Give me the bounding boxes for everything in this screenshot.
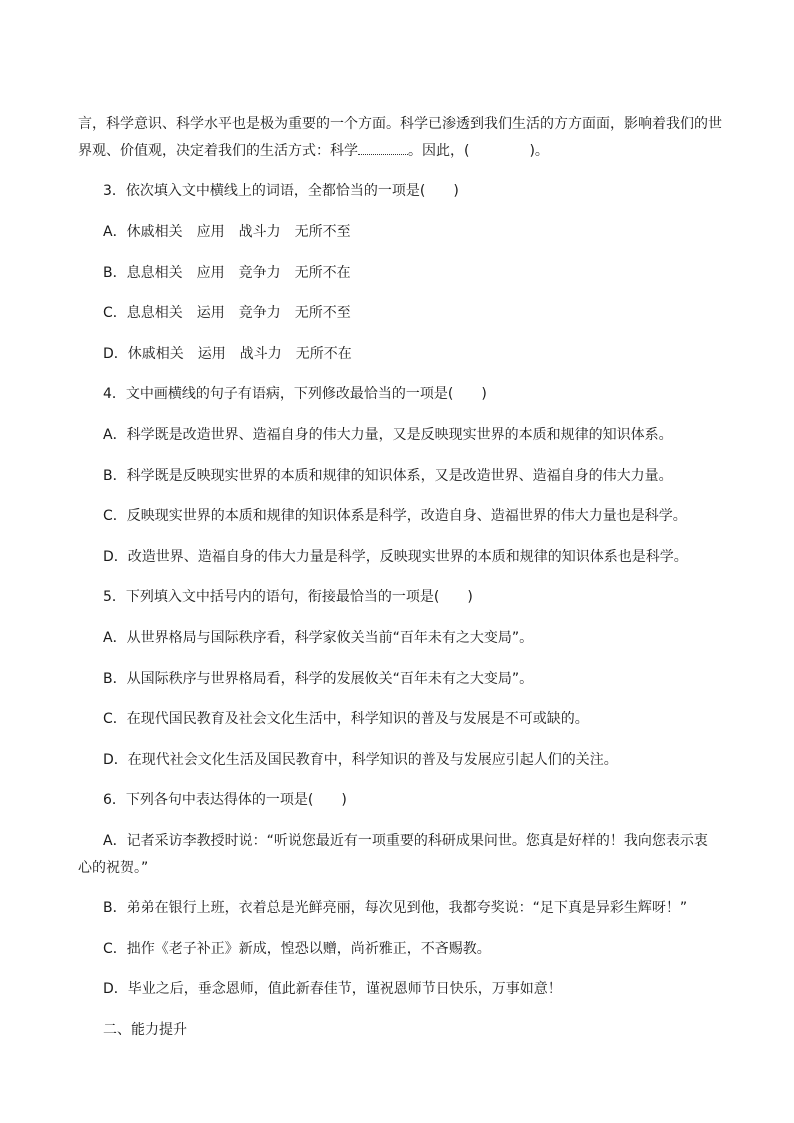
question-3-option-b: B．息息相关 应用 竞争力 无所不在 xyxy=(103,265,351,281)
passage-line-2-end: )。 xyxy=(529,143,549,159)
passage-line-2 xyxy=(78,141,549,161)
question-6-option-c: C．拙作《老子补正》新成，惶恐以赠，尚祈雅正，不吝赐教。 xyxy=(103,941,491,957)
question-5-option-c: C．在现代国民教育及社会文化生活中，科学知识的普及与发展是不可或缺的。 xyxy=(103,711,589,727)
question-4-stem: 4．文中画横线的句子有语病，下列修改最恰当的一项是( ) xyxy=(103,386,487,402)
question-3-option-c: C．息息相关 运用 竞争力 无所不至 xyxy=(103,305,351,321)
section-heading: 二、能力提升 xyxy=(103,1022,187,1038)
question-6-option-d: D．毕业之后，垂念恩师，值此新春佳节，谨祝恩师节日快乐，万事如意！ xyxy=(103,981,562,997)
question-5-option-b: B．从国际秩序与世界格局看，科学的发展攸关“百年未有之大变局”。 xyxy=(103,671,534,687)
question-4-option-c: C．反映现实世界的本质和规律的知识体系是科学，改造自身、造福世界的伟大力量也是科学。 xyxy=(103,508,687,524)
question-3-stem: 3．依次填入文中横线上的词语，全都恰当的一项是( ) xyxy=(103,183,459,199)
question-6-option-b: B．弟弟在银行上班，衣着总是光鲜亮丽，每次见到他，我都夸奖说：“足下真是异彩生辉呀！” xyxy=(103,900,688,916)
question-6-stem: 6．下列各句中表达得体的一项是( ) xyxy=(103,792,347,808)
question-6-option-a-line-1: A．记者采访李教授时说：“听说您最近有一项重要的科研成果问世。您真是好样的！我向您表示衷 xyxy=(103,833,708,849)
question-5-option-d: D．在现代社会文化生活及国民教育中，科学知识的普及与发展应引起人们的关注。 xyxy=(103,752,618,768)
question-5-option-a: A．从世界格局与国际秩序看，科学家攸关当前“百年未有之大变局”。 xyxy=(103,630,534,646)
question-6-option-a-line-2: 心的祝贺。” xyxy=(78,860,149,876)
question-3-option-d: D．休戚相关 运用 战斗力 无所不在 xyxy=(103,346,352,362)
question-5-stem: 5．下列填入文中括号内的语句，衔接最恰当的一项是( ) xyxy=(103,589,473,605)
fill-blank xyxy=(358,142,408,155)
question-4-option-d: D．改造世界、造福自身的伟大力量是科学，反映现实世界的本质和规律的知识体系也是科学。 xyxy=(103,549,688,565)
passage-line-1: 言，科学意识、科学水平也是极为重要的一个方面。科学已渗透到我们生活的方方面面，影响着我们的世 xyxy=(78,116,722,132)
question-4-option-b: B．科学既是反映现实世界的本质和规律的知识体系，又是改造世界、造福自身的伟大力量。 xyxy=(103,468,673,484)
passage-line-2-start: 界观、价值观，决定着我们的生活方式：科学 xyxy=(78,143,358,159)
question-4-option-a: A．科学既是改造世界、造福自身的伟大力量，又是反映现实世界的本质和规律的知识体系。 xyxy=(103,427,673,443)
question-3-option-a: A．休戚相关 应用 战斗力 无所不至 xyxy=(103,224,351,240)
passage-line-2-mid: 。因此，( xyxy=(408,143,470,159)
